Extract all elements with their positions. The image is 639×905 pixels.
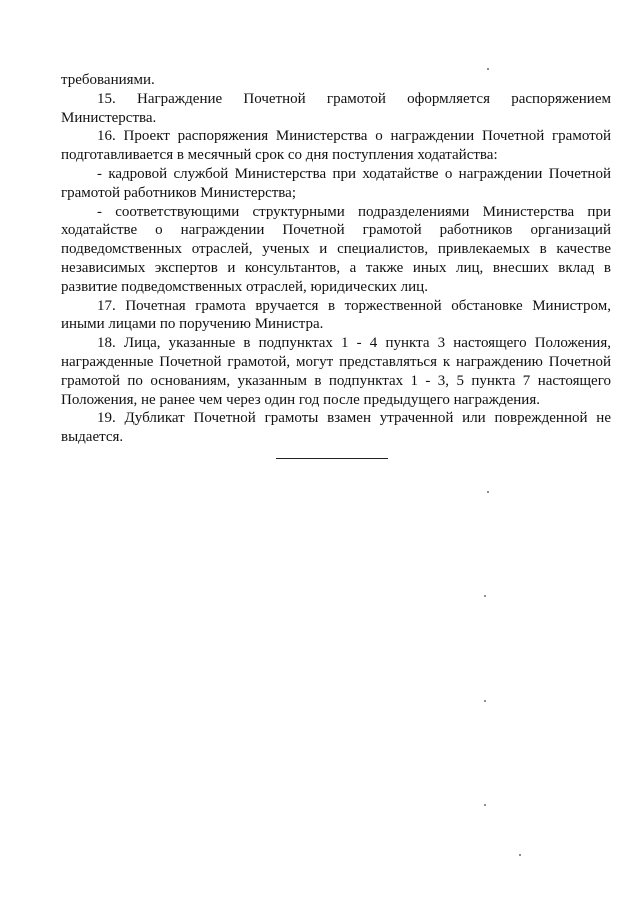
end-separator-line xyxy=(276,458,388,459)
paragraph-17: 17. Почетная грамота вручается в торжественной обстановке Министром, иными лицами по поручению Министра. xyxy=(61,297,611,333)
paragraph-continuation: требованиями. xyxy=(61,72,155,88)
paragraph-16-item-hr: - кадровой службой Министерства при ходатайстве о награждении Почетной грамотой работников Министерства; xyxy=(61,165,611,201)
scan-speck xyxy=(484,700,486,702)
scan-speck xyxy=(484,804,486,806)
paragraph-15: 15. Награждение Почетной грамотой оформляется распоряжением Министерства. xyxy=(61,90,611,126)
scan-speck xyxy=(487,68,489,70)
paragraph-18: 18. Лица, указанные в подпунктах 1 - 4 пункта 3 настоящего Положения, награжденные Почетной грамотой, могут представляться к награждению Почетной грамотой по основаниям, указанным в подпунктах 1 - 3, 5 пункта 7 настоящего Положения, не ранее чем через один год после предыдущего награждения. xyxy=(61,335,611,408)
scan-speck xyxy=(484,595,486,597)
paragraph-16-item-departments: - соответствующими структурными подразделениями Министерства при ходатайстве о награждении Почетной грамотой работников организаций подведомственных отраслей, ученых и специалистов, привлекаемых в качестве независимых экспертов и консультантов, а также иных лиц, внесших вклад в развитие подведомственных отраслей, юридических лиц. xyxy=(61,203,611,295)
paragraph-19: 19. Дубликат Почетной грамоты взамен утраченной или поврежденной не выдается. xyxy=(61,410,611,446)
scan-speck xyxy=(519,854,521,856)
document-body xyxy=(61,71,611,447)
scan-speck xyxy=(487,491,489,493)
paragraph-16: 16. Проект распоряжения Министерства о награждении Почетной грамотой подготавливается в месячный срок со дня поступления ходатайства: xyxy=(61,128,611,164)
